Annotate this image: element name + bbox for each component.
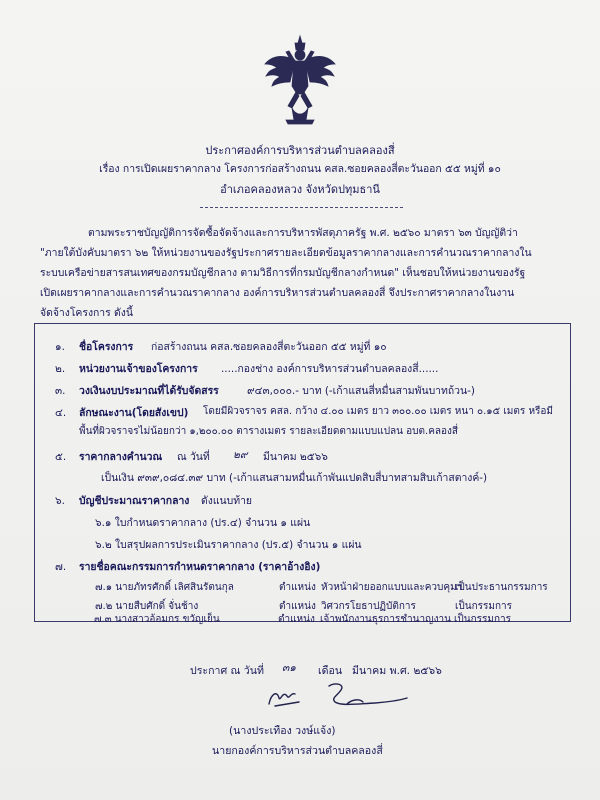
committee-position-label: ตำแหน่ง [279,582,316,593]
item-value: .....กองช่าง องค์การบริหารส่วนตำบลคลองสี่...... [221,363,439,375]
item-number: ๔. [55,407,67,419]
announce-month-year: มีนาคม พ.ศ. ๒๕๖๖ [352,665,442,677]
item-label: หน่วยงานเจ้าของโครงการ [79,363,198,375]
price-amount: เป็นเงิน ๙๓๙,๐๘๔.๓๙ บาท (-เก้าแสนสามหมื่นเก้าพันแปดสิบสี่บาทสามสิบเก้าสตางค์-) [101,472,488,484]
announcement-title: ประกาศองค์การบริหารส่วนตำบลคลองสี่ [205,144,395,157]
item-label: ราคากลางคำนวณ [79,451,163,463]
sub-item: ๖.๑ ใบกำหนดราคากลาง (ปร.๔) จำนวน ๑ แผ่น [95,517,311,529]
intro-line: "ภายใต้บังคับมาตรา ๖๒ ให้หน่วยงานของรัฐประกาศรายละเอียดข้อมูลราคากลางและการคำนวณราคากลางใน [40,247,532,259]
signer-title: นายกองค์การบริหารส่วนตำบลคลองสี่ [212,745,383,757]
intro-line: เปิดเผยราคากลางและการคำนวณราคากลาง องค์การบริหารส่วนตำบลคลองสี่ จึงประกาศราคากลางในงาน [40,287,515,299]
intro-line: จัดจ้างโครงการ ดังนี้ [40,307,133,319]
item-number: ๑. [55,341,65,353]
committee-position: เจ้าพนักงานธุรการชำนาญงาน [320,614,451,625]
intro-line: ระบบเครือข่ายสารสนเทศของกรมบัญชีกลาง ตามวิธีการที่กรมบัญชีกลางกำหนด" เห็นชอบให้หน่วยงานของรัฐ [40,267,526,279]
item-value: โดยมีผิวจราจร คสล. กว้าง ๔.๐๐ เมตร ยาว ๓๐๐.๐๐ เมตร หนา ๐.๑๕ เมตร หรือมี [203,406,553,417]
item-label: ชื่อโครงการ [79,341,134,353]
announcement-subject: เรื่อง การเปิดเผยราคากลาง โครงการก่อสร้างถนน คสล.ซอยคลองสี่ตะวันออก ๕๕ หมู่ที่ ๑๐ [99,163,501,175]
item-number: ๗. [55,561,67,573]
item-label: ลักษณะงาน(โดยสังเขป) [79,407,189,419]
intro-line: ตามพระราชบัญญัติการจัดซื้อจัดจ้างและการบริหารพัสดุภาครัฐ พ.ศ. ๒๕๖๐ มาตรา ๖๓ บัญญัติว่า [88,227,518,239]
date-day: ๒๙ [233,449,248,461]
project-details-box [34,323,571,622]
garuda-emblem-icon [262,34,338,126]
announce-day: ๓๑ [282,662,296,674]
committee-position: วิศวกรโยธาปฏิบัติการ [321,601,416,612]
committee-name: ๗.๓ นางสาวอ้อมกร ขวัญเย็น [94,614,220,625]
item-label: รายชื่อคณะกรรมการกำหนดราคากลาง (ราคาอ้างอิง) [79,561,321,573]
committee-name: ๗.๑ นายภัทรศักดิ์ เลิศสินรัตนกุล [95,582,234,593]
committee-role: เป็นกรรมการ [454,614,512,625]
committee-position-label: ตำแหน่ง [279,601,316,612]
item-number: ๖. [55,495,65,507]
sub-item: ๖.๒ ใบสรุปผลการประเมินราคากลาง (ปร.๕) จำนวน ๑ แผ่น [95,539,362,551]
header-divider [200,207,403,208]
announcement-location: อำเภอคลองหลวง จังหวัดปทุมธานี [220,183,380,196]
item-value-continued: พื้นที่ผิวจราจรไม่น้อยกว่า ๑,๒๐๐.๐๐ ตารางเมตร รายละเอียดตามแบบแปลน อบต.คลองสี่ [79,426,459,437]
committee-role: เป็นกรรมการ [455,601,513,612]
date-month-year: มีนาคม ๒๕๖๖ [263,451,328,463]
committee-name: ๗.๒ นายสืบศักดิ์ จั่นช้าง [95,601,199,612]
item-value: ณ วันที่ [177,451,210,463]
announce-month-label: เดือน [318,665,343,677]
item-number: ๕. [55,451,67,463]
item-label: วงเงินงบประมาณที่ได้รับจัดสรร [79,385,219,397]
item-value: ดังแนบท้าย [201,495,252,507]
item-number: ๒. [55,363,66,375]
item-value: ๙๔๓,๐๐๐.- บาท (-เก้าแสนสี่หมื่นสามพันบาทถ้วน-) [247,385,475,397]
item-number: ๓. [55,385,66,397]
signer-name: (นางประเทือง วงษ์แจ้ง) [229,725,336,737]
item-label: บัญชีประมาณราคากลาง [79,495,190,507]
committee-role: เป็นประธานกรรมการ [455,582,548,593]
handwritten-signature [255,676,415,716]
committee-position: หัวหน้าฝ่ายออกแบบและควบคุมฯ [321,582,463,593]
item-value: ก่อสร้างถนน คสล.ซอยคลองสี่ตะวันออก ๕๕ หมู่ที่ ๑๐ [151,341,387,353]
committee-position-label: ตำแหน่ง [278,614,315,625]
announce-date-prefix: ประกาศ ณ วันที่ [190,665,264,677]
